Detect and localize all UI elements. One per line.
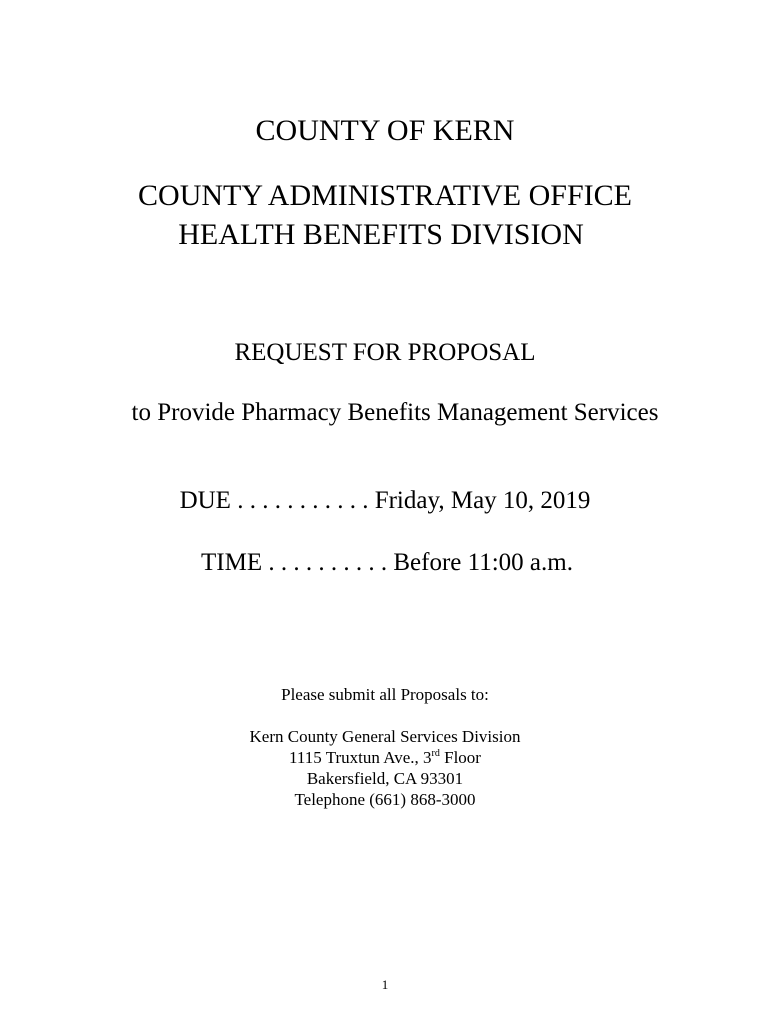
street-ordinal: rd	[431, 748, 440, 759]
submission-phone: Telephone (661) 868-3000	[294, 790, 476, 809]
page-number: 1	[381, 977, 389, 992]
street-suffix: Floor	[439, 748, 481, 767]
submission-org: Kern County General Services Division	[249, 727, 521, 746]
due-time-line: TIME . . . . . . . . . . Before 11:00 a.m.	[201, 549, 573, 576]
office-title: COUNTY ADMINISTRATIVE OFFICE	[138, 179, 632, 212]
county-title: COUNTY OF KERN	[255, 114, 515, 147]
street-prefix: 1115 Truxtun Ave., 3	[289, 748, 432, 767]
rfp-title: REQUEST FOR PROPOSAL	[234, 339, 536, 366]
division-title: HEALTH BENEFITS DIVISION	[178, 218, 584, 251]
rfp-subtitle: to Provide Pharmacy Benefits Management Services	[131, 399, 659, 426]
submission-city: Bakersfield, CA 93301	[306, 769, 464, 788]
submission-intro: Please submit all Proposals to:	[281, 685, 489, 704]
due-date-line: DUE . . . . . . . . . . . Friday, May 10, 2019	[179, 487, 591, 514]
submission-street	[0, 749, 770, 766]
